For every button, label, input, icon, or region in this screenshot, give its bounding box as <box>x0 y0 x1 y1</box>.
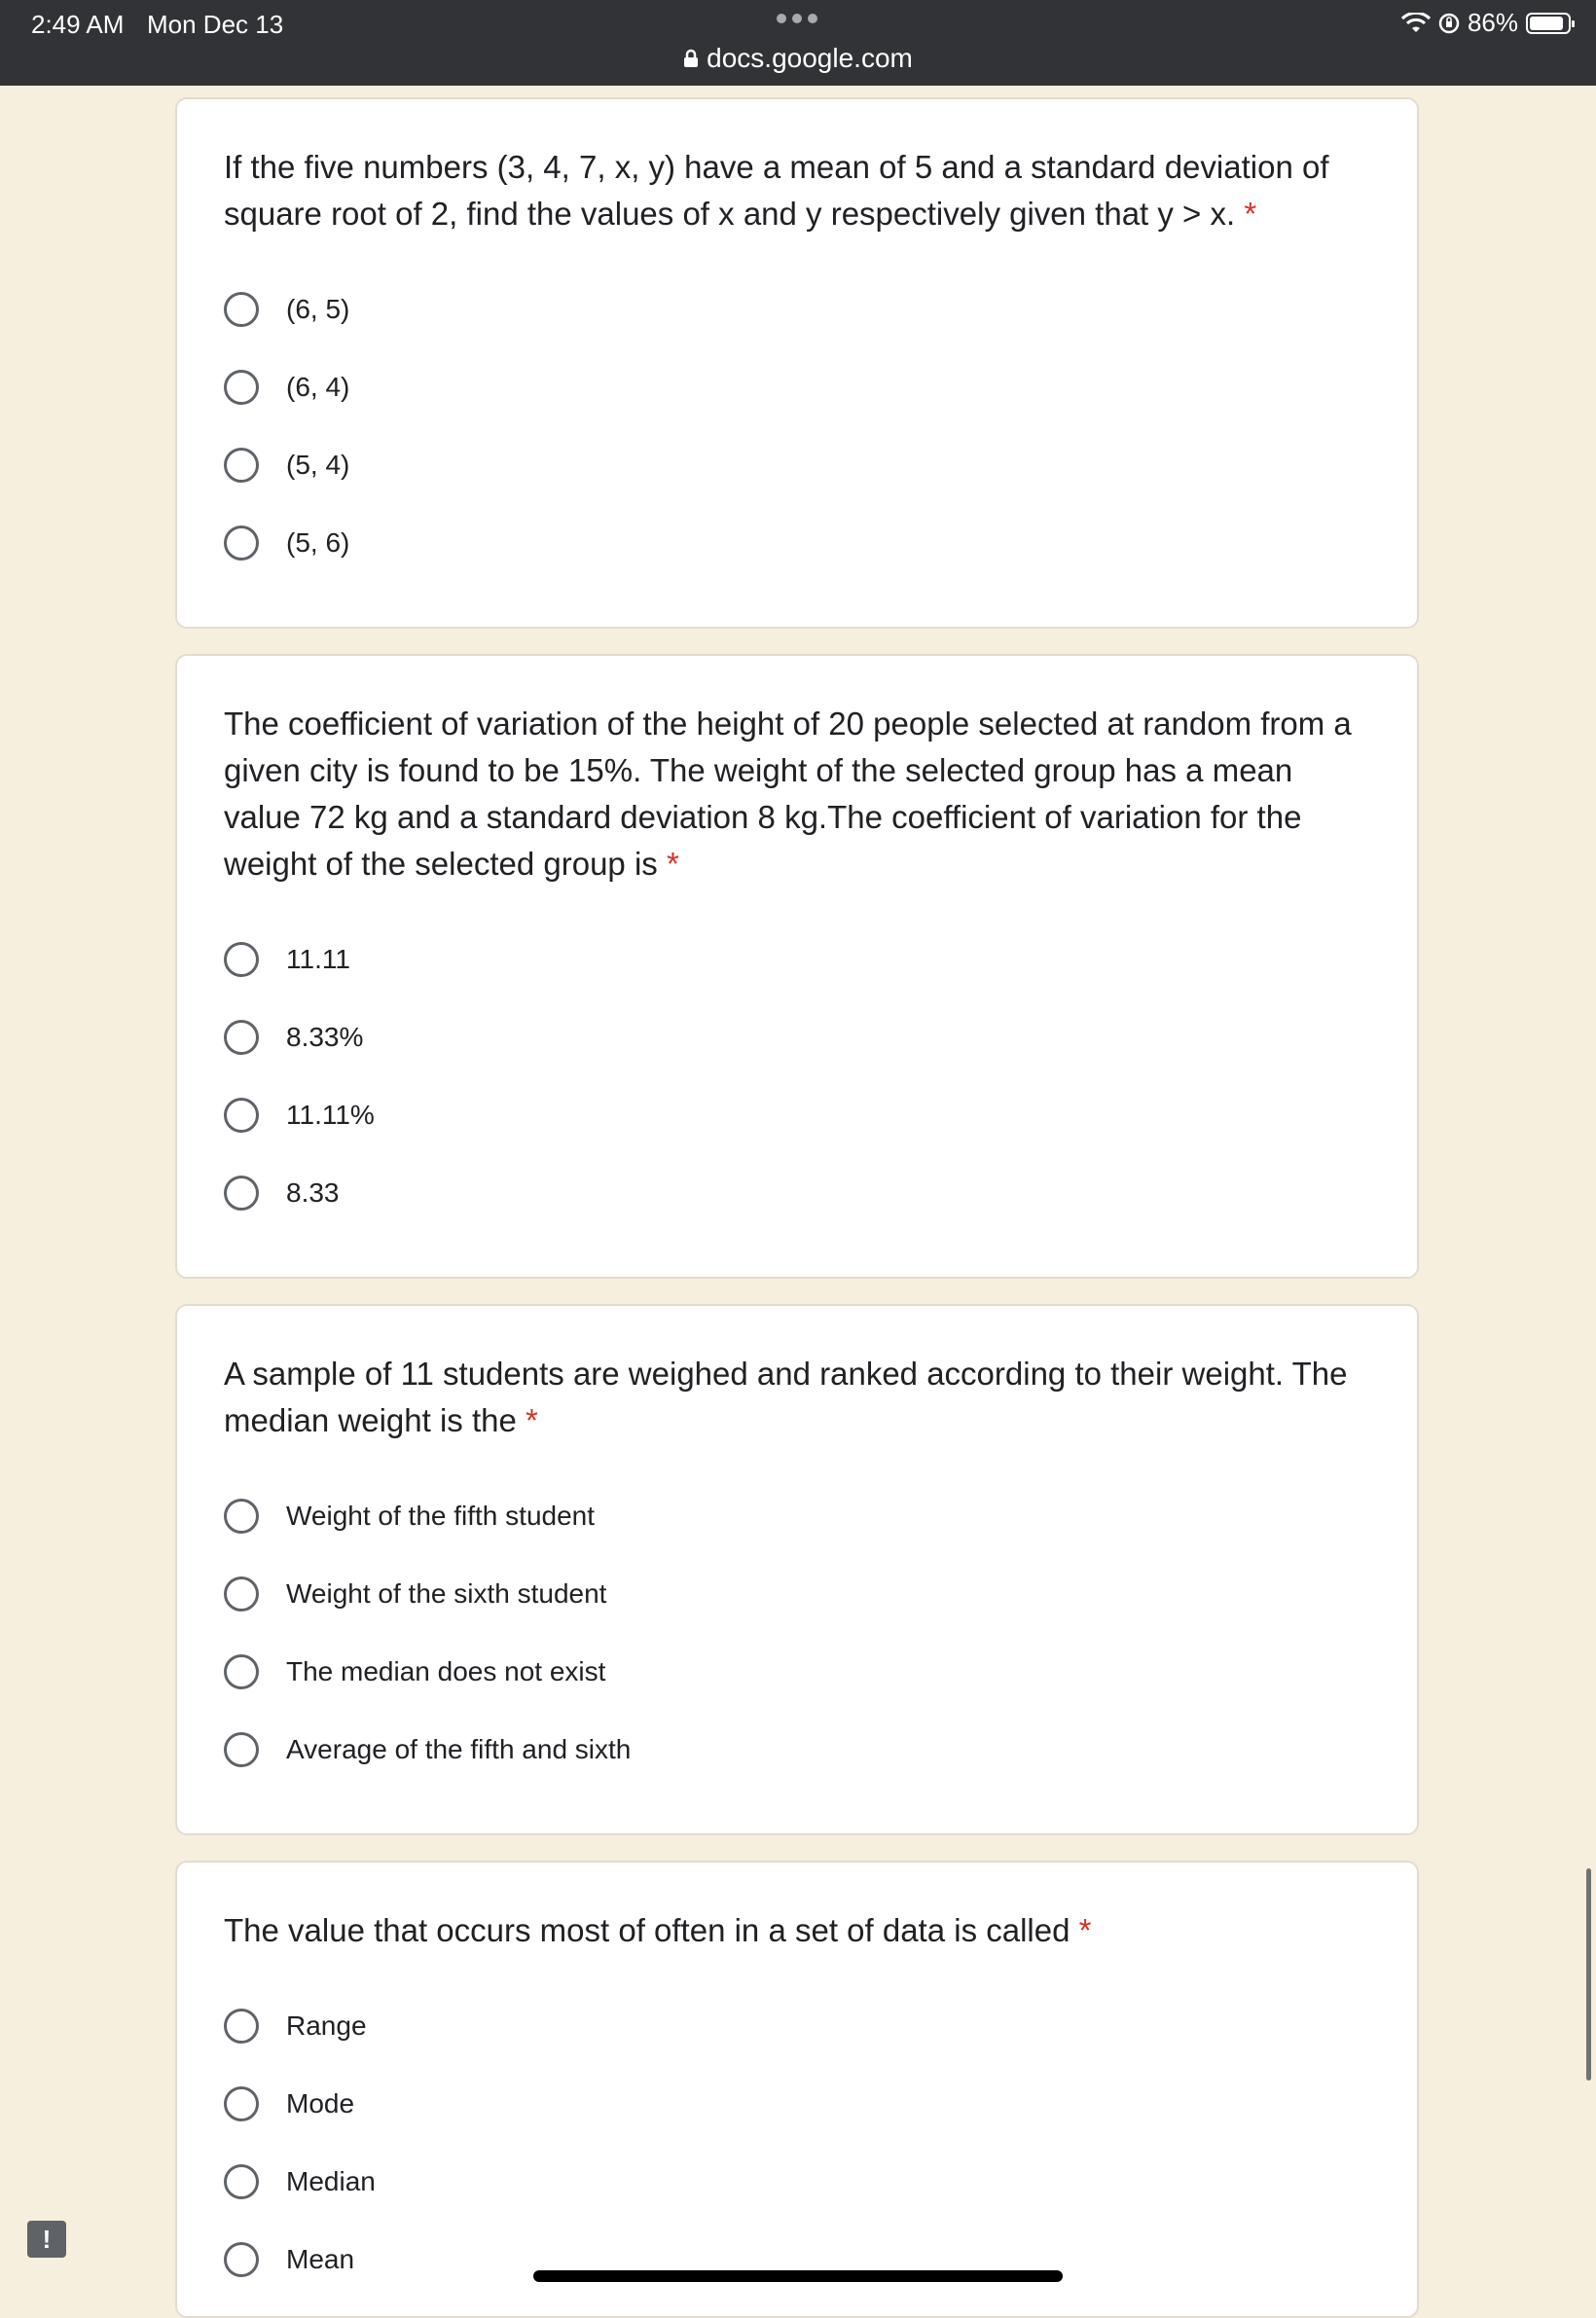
radio-button[interactable] <box>224 1020 259 1055</box>
home-indicator[interactable] <box>533 2270 1063 2282</box>
answer-option[interactable]: The median does not exist <box>224 1650 605 1693</box>
radio-button[interactable] <box>224 448 259 483</box>
answer-option[interactable]: 11.11 <box>224 938 350 981</box>
radio-button[interactable] <box>224 2164 259 2199</box>
answer-option[interactable]: (5, 4) <box>224 444 349 487</box>
answer-option[interactable]: 8.33% <box>224 1016 363 1059</box>
answer-option[interactable]: Mode <box>224 2083 354 2125</box>
wifi-icon <box>1401 13 1431 34</box>
answer-option[interactable]: Median <box>224 2160 376 2203</box>
battery-icon <box>1526 13 1571 34</box>
required-asterisk: * <box>1078 1912 1092 1948</box>
address-bar[interactable] <box>0 43 1596 74</box>
radio-button[interactable] <box>224 2242 259 2277</box>
status-bar <box>0 0 1596 86</box>
required-asterisk: * <box>666 846 679 882</box>
radio-button[interactable] <box>224 1576 259 1612</box>
radio-button[interactable] <box>224 1499 259 1534</box>
question-title: If the five numbers (3, 4, 7, x, y) have a mean of 5 and a standard deviation of square root of 2, find the values of x and y respectively given that y > x. * <box>224 149 1329 232</box>
radio-button[interactable] <box>224 942 259 977</box>
required-asterisk: * <box>526 1402 538 1438</box>
orientation-lock-icon <box>1438 13 1460 34</box>
answer-option[interactable]: Range <box>224 2005 367 2047</box>
question-title: The value that occurs most of often in a set of data is called * <box>224 1912 1092 1948</box>
question-card <box>175 654 1419 1279</box>
question-title: The coefficient of variation of the height of 20 people selected at random from a given city is found to be 15%. The weight of the selected group has a mean value 72 kg and a standard deviation 8 kg.The coefficient of variation for the weight of the selected group is * <box>224 706 1352 882</box>
radio-button[interactable] <box>224 1176 259 1211</box>
status-date: Mon Dec 13 <box>147 10 284 39</box>
radio-button[interactable] <box>224 1732 259 1767</box>
answer-option[interactable]: (5, 6) <box>224 522 349 564</box>
radio-button[interactable] <box>224 292 259 327</box>
answer-option[interactable]: 11.11% <box>224 1094 375 1137</box>
answer-option[interactable]: (6, 4) <box>224 366 349 409</box>
answer-option[interactable]: Weight of the sixth student <box>224 1573 606 1615</box>
answer-option[interactable]: (6, 5) <box>224 288 349 331</box>
radio-button[interactable] <box>224 2009 259 2044</box>
radio-button[interactable] <box>224 370 259 405</box>
status-time: 2:49 AM <box>31 10 125 39</box>
answer-option[interactable]: Average of the fifth and sixth <box>224 1728 631 1771</box>
radio-button[interactable] <box>224 2086 259 2121</box>
question-card <box>175 1861 1419 2318</box>
radio-button[interactable] <box>224 1654 259 1689</box>
answer-option[interactable]: 8.33 <box>224 1172 340 1214</box>
question-title: A sample of 11 students are weighed and ranked according to their weight. The median weight is the * <box>224 1356 1348 1438</box>
question-card <box>175 1304 1419 1835</box>
answer-option[interactable]: Weight of the fifth student <box>224 1495 595 1538</box>
radio-button[interactable] <box>224 1098 259 1133</box>
battery-percent: 86% <box>1467 8 1518 37</box>
required-asterisk: * <box>1244 196 1257 232</box>
answer-option[interactable]: Mean <box>224 2238 354 2281</box>
status-indicators <box>1401 8 1571 38</box>
question-card <box>175 97 1419 629</box>
url-text: docs.google.com <box>707 43 913 73</box>
multitasking-dots-icon[interactable] <box>777 14 817 23</box>
radio-button[interactable] <box>224 525 259 561</box>
report-feedback-button[interactable]: ! <box>27 2221 66 2258</box>
scrollbar[interactable] <box>1586 1868 1591 2081</box>
lock-icon <box>683 49 699 68</box>
